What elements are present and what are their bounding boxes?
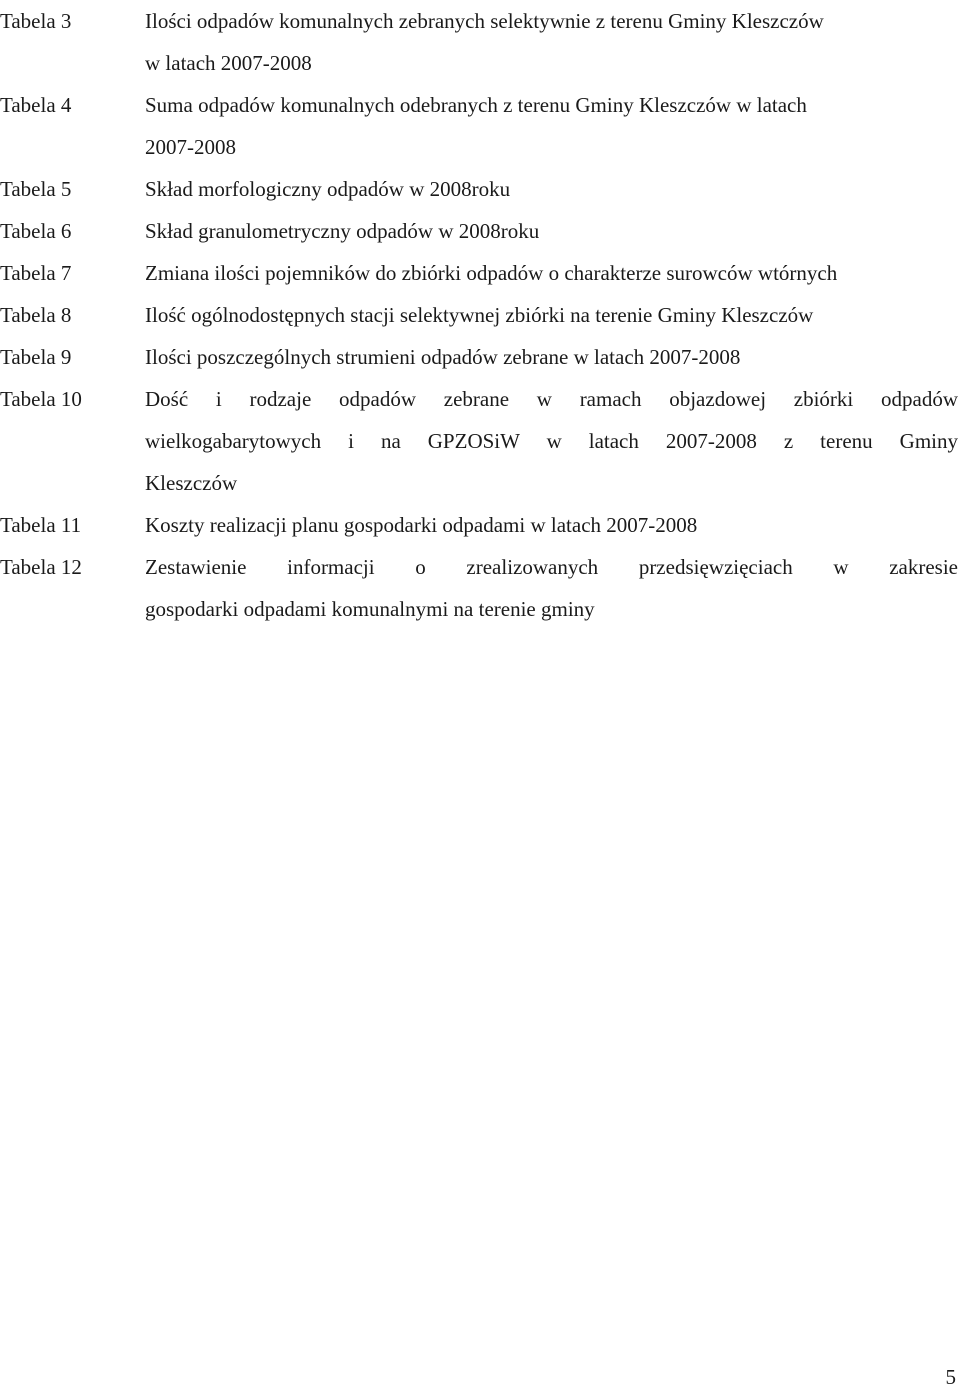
table-description bbox=[145, 168, 958, 210]
table-description bbox=[145, 0, 958, 84]
description-line: wielkogabarytowych i na GPZOSiW w latach 2007-2008 z terenu Gminy bbox=[145, 429, 958, 453]
table-description bbox=[145, 378, 958, 504]
list-item bbox=[0, 294, 958, 336]
description-line: 2007-2008 bbox=[145, 135, 236, 159]
list-item bbox=[0, 504, 958, 546]
list-item bbox=[0, 378, 958, 504]
list-item bbox=[0, 168, 958, 210]
table-description bbox=[145, 294, 958, 336]
table-label: Tabela 5 bbox=[0, 177, 72, 201]
table-description bbox=[145, 504, 958, 546]
description-line: Skład granulometryczny odpadów w 2008roku bbox=[145, 219, 540, 243]
table-description bbox=[145, 336, 958, 378]
list-item bbox=[0, 84, 958, 168]
table-label: Tabela 12 bbox=[0, 555, 82, 579]
table-label: Tabela 11 bbox=[0, 513, 82, 537]
description-line: Koszty realizacji planu gospodarki odpadami w latach 2007-2008 bbox=[145, 513, 698, 537]
list-item bbox=[0, 546, 958, 630]
description-line: Ilość ogólnodostępnych stacji selektywnej zbiórki na terenie Gminy Kleszczów bbox=[145, 303, 814, 327]
table-description bbox=[145, 210, 958, 252]
table-label: Tabela 7 bbox=[0, 261, 72, 285]
table-list bbox=[0, 0, 958, 630]
description-line: Kleszczów bbox=[145, 471, 238, 495]
description-line: Zestawienie informacji o zrealizowanych przedsięwzięciach w zakresie bbox=[145, 555, 958, 579]
description-line: Skład morfologiczny odpadów w 2008roku bbox=[145, 177, 511, 201]
page-number: 5 bbox=[945, 1365, 956, 1389]
list-item bbox=[0, 336, 958, 378]
description-line: w latach 2007-2008 bbox=[145, 51, 312, 75]
table-label: Tabela 6 bbox=[0, 219, 72, 243]
description-line: Ilości poszczególnych strumieni odpadów zebrane w latach 2007-2008 bbox=[145, 345, 741, 369]
table-label: Tabela 3 bbox=[0, 9, 72, 33]
table-label: Tabela 10 bbox=[0, 387, 82, 411]
list-item bbox=[0, 252, 958, 294]
description-line: Suma odpadów komunalnych odebranych z terenu Gminy Kleszczów w latach bbox=[145, 93, 807, 117]
description-line: Zmiana ilości pojemników do zbiórki odpadów o charakterze surowców wtórnych bbox=[145, 261, 838, 285]
table-label: Tabela 8 bbox=[0, 303, 72, 327]
description-line: Dość i rodzaje odpadów zebrane w ramach objazdowej zbiórki odpadów bbox=[145, 387, 958, 411]
description-line: Ilości odpadów komunalnych zebranych selektywnie z terenu Gminy Kleszczów bbox=[145, 9, 824, 33]
list-item bbox=[0, 0, 958, 84]
list-item bbox=[0, 210, 958, 252]
table-description bbox=[145, 546, 958, 630]
table-label: Tabela 9 bbox=[0, 345, 72, 369]
description-line: gospodarki odpadami komunalnymi na terenie gminy bbox=[145, 597, 595, 621]
table-label: Tabela 4 bbox=[0, 93, 72, 117]
table-description bbox=[145, 252, 958, 294]
table-description bbox=[145, 84, 958, 168]
